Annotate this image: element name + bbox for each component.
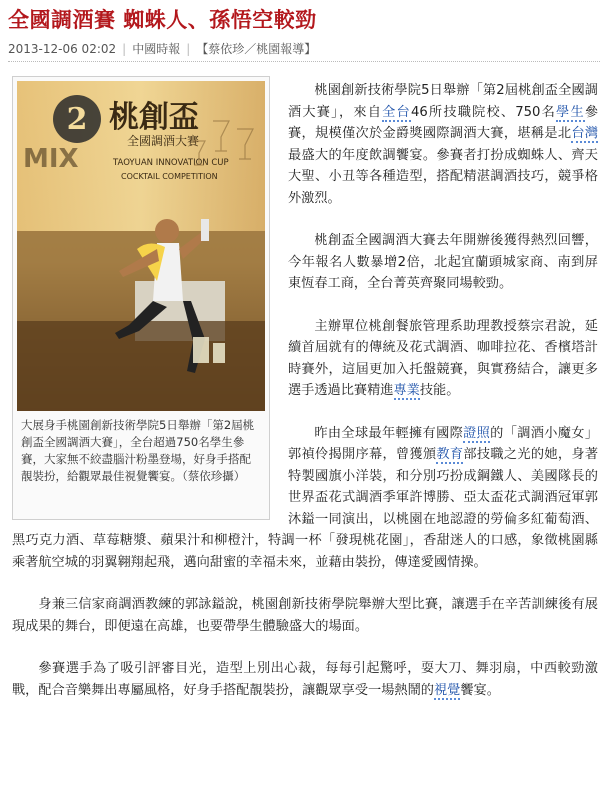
banner-mix: MIX bbox=[23, 144, 79, 174]
keyword-link[interactable]: 專業 bbox=[393, 383, 420, 398]
article-title: 全國調酒賽 蜘蛛人、孫悟空較勁 bbox=[8, 7, 317, 32]
paragraph-text: 參賽，規模僅次於金爵獎國際調酒大賽，堪稱是北 bbox=[288, 104, 599, 141]
keyword-link[interactable]: 學生 bbox=[556, 104, 585, 120]
article-meta: 2013-12-06 02:02 | 中國時報 | 【蔡依珍／桃園報導】 bbox=[8, 40, 600, 62]
news-source[interactable]: 中國時報 bbox=[132, 42, 181, 56]
figure-spacer bbox=[12, 80, 280, 530]
keyword-link[interactable]: 教育 bbox=[436, 447, 464, 462]
article-body bbox=[12, 80, 598, 722]
paragraph-text: 46所技職院校、750名 bbox=[410, 104, 557, 120]
banner-english-2: COCKTAIL COMPETITION bbox=[121, 172, 218, 181]
paragraph-text: 部技職之光的她，身著特製國旗小洋裝，和分別巧扮成鋼鐵人、美國隊長的世界盃花式調酒季軍許博勝、亞太盃花式調酒冠軍郭沐鎰一同演出，以桃園在地認證的勞倫多紅葡萄酒、黑巧克力酒、草莓糖漿、蘋果汁和柳橙汁，特調一杯「發現桃花園」，香甜迷人的口感，象徵桃園縣乘著航空城的羽翼翱翔起飛，邁向甜蜜的幸福未來，並藉由裝扮，傳達愛國情操。 bbox=[12, 447, 599, 570]
keyword-link[interactable]: 全台 bbox=[382, 104, 411, 120]
keyword-link[interactable]: 視覺 bbox=[434, 682, 461, 698]
keyword-link[interactable]: 台灣 bbox=[571, 126, 599, 141]
paragraph-text: 饗宴。 bbox=[460, 682, 500, 698]
article-paragraph bbox=[12, 658, 598, 701]
paragraph-text: 的「調酒小魔女」郭禎伶揭開序幕，曾獲頒 bbox=[288, 425, 599, 462]
paragraph-text: 主辦單位桃創餐旅管理系助理教授蔡宗君說，延續首屆就有的傳統及花式調酒、咖啡拉花、香檳塔計時賽外，這屆更加入托盤競賽，與實務結合，讓更多選手透過比賽精進 bbox=[288, 318, 598, 398]
keyword-link[interactable]: 證照 bbox=[463, 425, 491, 441]
banner-brand: 桃創盃 bbox=[109, 100, 199, 135]
photo-caption: 大展身手桃園創新技術學院5日舉辦「第2屆桃創盃全國調酒大賽」，全台超過750名學生參賽，大家無不絞盡腦汁粉墨登場，好身手搭配靚裝扮，給觀眾最佳視覺饗宴。（蔡依珍攝） bbox=[21, 418, 255, 483]
paragraph-text: 昨由全球最年輕擁有國際 bbox=[314, 425, 464, 441]
paragraph-text: 技能。 bbox=[419, 383, 460, 398]
paragraph-text: 桃創盃全國調酒大賽去年開辦後獲得熱烈回響，今年報名人數暴增2倍，北起宜蘭頭城家商、南到屏東恆春工商，全台菁英齊聚同場較勁。 bbox=[288, 233, 598, 291]
banner-subtitle: 全國調酒大賽 bbox=[127, 134, 200, 148]
banner-number: 2 bbox=[66, 102, 88, 137]
article-paragraph bbox=[12, 594, 598, 637]
paragraph-text: 身兼三信家商調酒教練的郭詠鎰說，桃園創新技術學院舉辦大型比賽，讓選手在辛苦訓練後有展現成果的舞台，即便遠在高雄，也要帶學生體驗盛大的場面。 bbox=[12, 597, 598, 634]
paragraph-text: 參賽選手為了吸引評審目光，造型上別出心裁，每每引起驚呼，耍大刀、舞羽扇，中西較勁激戰，配合音樂舞出專屬風格，好身手搭配靚裝扮，讓觀眾享受一場熱鬧的 bbox=[12, 661, 598, 698]
paragraph-text: 桃園創新技術學院5日舉辦「第2屆桃創盃全國調酒大賽」，來自 bbox=[288, 83, 598, 120]
banner-english: TAOYUAN INNOVATION CUP bbox=[113, 158, 229, 168]
publish-date: 2013-12-06 02:02 bbox=[8, 42, 117, 56]
author-byline: 【蔡依珍／桃園報導】 bbox=[196, 42, 317, 56]
paragraph-text: 最盛大的年度飲調饗宴。參賽者打扮成蜘蛛人、齊天大聖、小丑等各種造型，搭配精湛調酒技巧，競爭格外激烈。 bbox=[288, 147, 598, 206]
